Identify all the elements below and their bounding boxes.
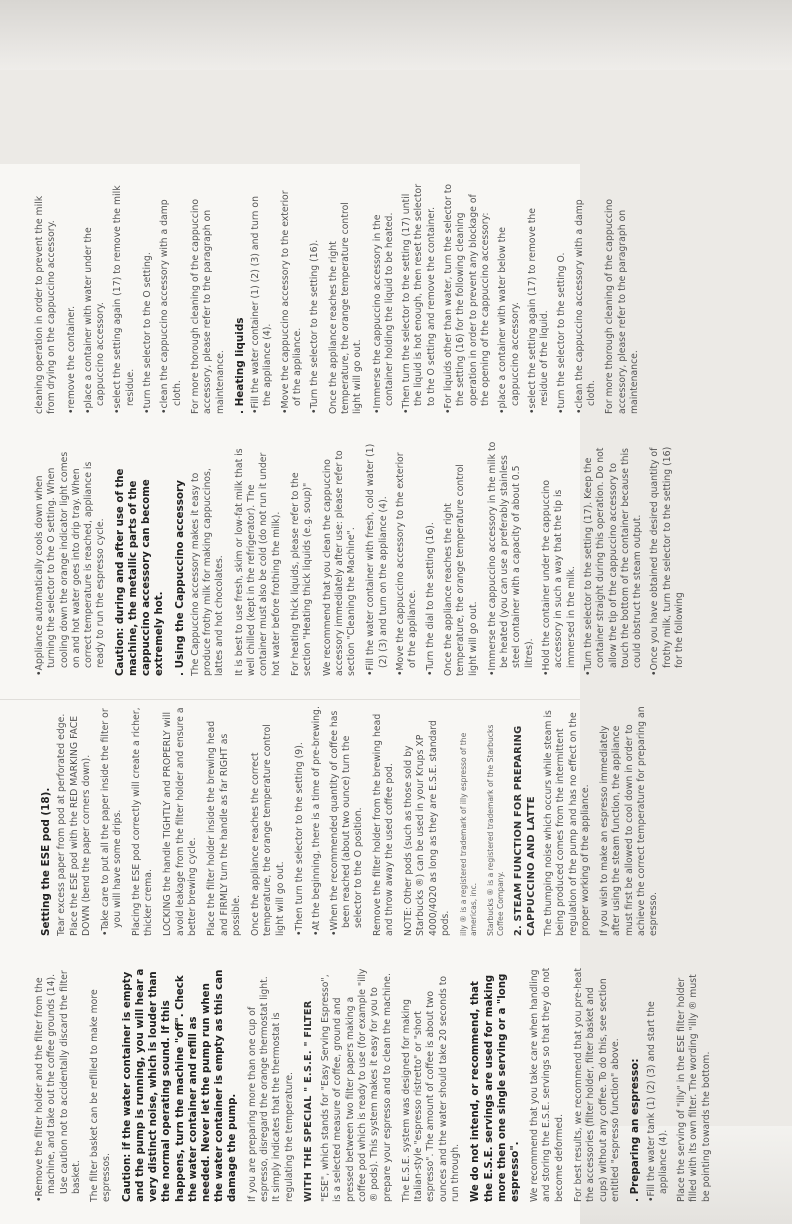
section-heading: . Heating liquids [233, 317, 246, 414]
paragraph: Tear excess paper from pod at perforated edge. Place the ESE pod with the RED MARKING FACE DOWN (bend the paper corners down). [56, 713, 92, 936]
list-item: • Turn the dial to the setting (16). [425, 441, 437, 676]
list-item: • clean the cappuccino accessory with a damp cloth. [574, 179, 599, 414]
paragraph: If you wish to make an espresso immediately after using the steam function, the appliance must first be allowed to cool down in order to achieve the correct temperature for preparing an espresso. [599, 706, 660, 936]
list-item: • Appliance automatically cools down when turning the selector to the O setting. When cooling down the orange indicator light comes on and hot water goes into drip tray. When correct temperature is reached, appliance is ready to run the espresso cycle. [34, 441, 108, 676]
paragraph: We recommend that you take care when handling and storing the E.S.E. servings so that they do not become deformed. [529, 967, 565, 1202]
text-column-4 [34, 179, 640, 414]
list-item: • When the recommended quantity of coffee has been reached (about two ounce) turn the selector to the O position. [329, 701, 366, 936]
paragraph: The filter basket can be refilled to make more espressos. [89, 989, 113, 1202]
bullet-list [66, 179, 184, 414]
list-item: • Fill the water tank (1) (2) (3) and start the appliance (4). [646, 967, 671, 1202]
paragraph: For more thorough cleaning of the cappuccino accessory, please refer to the paragraph on maintenance. [189, 198, 226, 414]
list-item: • Turn the selector to the setting (16). [309, 179, 321, 414]
bullet-list [646, 967, 671, 1202]
list-item: • Take care to put all the paper inside the filter or you will have some drips. [100, 701, 125, 936]
text-column-3 [34, 441, 685, 676]
list-item: • Move the cappuccino accessory to the exterior of the appliance. [280, 179, 305, 414]
bullet-list [100, 701, 125, 936]
caution-paragraph: Caution: if the water container is empty and the pump is running, you will hear a very distinct noise, which is louder than the normal operating sound. If this happens, turn the machine "off". Check the water container and refill as needed. Never let the pump run when the water container is empty as this can damage the pump. [121, 968, 239, 1202]
text-column-1 [34, 967, 712, 1202]
bullet-list [250, 179, 321, 414]
list-item: • Once you have obtained the desired quantity of frothy milk, turn the selector to the setting (16) for the following [649, 441, 686, 676]
list-item: • Hold the container under the cappuccino accessory in such a way that the tip is immersed in the milk. [541, 441, 578, 676]
bullet-list [487, 441, 686, 676]
scan-top-shadow [0, 0, 792, 70]
list-item: • place a container with water below the cappuccino accessory. [497, 179, 522, 414]
list-item: • Move the cappuccino accessory to the exterior of the appliance. [395, 441, 420, 676]
section-heading: . Using the Cappuccino accessory [173, 480, 186, 676]
paragraph: We recommend that you clean the cappuccino accessory immediately after use: please refer to section "Cleaning the Machine". [321, 450, 358, 676]
paragraph: Remove the filter holder from the brewing head and throw away the used coffee pod. [371, 713, 395, 936]
paragraph: Placing the ESE pod correctly will create a richer, thicker crema. [130, 707, 155, 936]
bullet-list [34, 441, 108, 676]
list-item: • Immerse the cappuccino accessory in the container holding the liquid to be heated. [372, 179, 397, 414]
list-item: • turn the selector to the O setting. [142, 179, 154, 414]
paragraph: Once the appliance reaches the correct temperature, the orange temperature control light will go out. [250, 724, 286, 936]
list-item: • Turn the selector to the setting (17). Keep the container straight during this operation. Do not allow the tip of the cappuccino accessory to touch the bottom of the container because this could obstruct the steam output. [583, 441, 644, 676]
list-item: • Fill the water container (1) (2) (3) and turn on the appliance (4). [250, 179, 275, 414]
paragraph: "ESE", which stands for "Easy Serving Espresso", is a selected measure of coffee, ground and pressed between two filter papers making a coffee pod which is ready to use (for example "illy ® pods). This system makes it easy for you to prepare your espresso and to clean the machine. [320, 968, 393, 1202]
paragraph: For heating thick liquids, please refer to the section "Heating thick liquids (e.g. soup)" [289, 472, 314, 676]
list-item: • At the beginning, there is a time of pre-brewing. [311, 701, 323, 936]
section-heading: Setting the ESE pod (18). [40, 787, 52, 936]
paragraph: Place the filter holder inside the brewing head and FIRMLY turn the handle as far RIGHT as possible. [206, 720, 242, 936]
trademark-note: Starbucks ® is a registered trademark of the Starbucks Coffee Company. [486, 724, 506, 936]
list-item: • Fill the water container with fresh, cold water (1) (2) (3) and turn on the appliance (4). [365, 441, 390, 676]
paragraph: Once the appliance reaches the right temperature, the orange temperature control light will go out. [442, 464, 479, 676]
list-item: • place a container with water under the cappuccino accessory. [83, 179, 108, 414]
list-item: • remove the container. [66, 179, 78, 414]
paragraph: For more thorough cleaning of the cappuccino accessory, please refer to the paragraph on maintenance. [604, 198, 640, 414]
list-item: • Then turn the selector to the setting (17) until the liquid is hot enough, then reset the selector to the O setting and remove the container. [401, 179, 438, 414]
caution-paragraph: We do not intend, or recommend, that the E.S.E. servings are used for making more then one single serving or a "long espresso". [470, 973, 521, 1202]
paragraph: cleaning operation in order to prevent the milk from drying on the cappuccino accessory. [34, 195, 58, 414]
bullet-list [365, 441, 436, 676]
paragraph: LOCKING the handle TIGHTLY and PROPERLY will avoid leakage from the filter holder and ensure a better brewing cycle. [162, 707, 198, 936]
paragraph: The E.S.E. system was designed for making Italian-style "espresso ristretto" or "short espresso". The amount of coffee is about two ounces and the water should take 20 seconds to run through. [400, 975, 462, 1202]
bullet-list [372, 179, 599, 414]
section-heading: . Preparing an espresso: [629, 1058, 642, 1202]
paragraph: Once the appliance reaches the right temperature, the orange temperature control light will go out. [327, 202, 364, 414]
manual-page [0, 164, 712, 1224]
section-title: WITH THE SPECIAL " E.S.E. " FILTER [302, 1000, 314, 1202]
paragraph: Place the serving of "illy" in the ESE filter holder filled with its own filter. The wording "illy ® must be pointing towards the bottom. [676, 974, 712, 1202]
list-item: • Remove the filter holder and the filter from the machine, and take out the coffee grounds (14). Use caution not to accidentally discard the filter basket. [34, 967, 83, 1202]
list-item: • turn the selector to the setting O. [556, 179, 568, 414]
list-item: • Immerse the cappuccino accessory in the milk to be heated (you can use a preferably stainless steel container with a capacity of about 0.5 litres). [487, 441, 536, 676]
list-item: • For liquids other than water, turn the selector to the setting (16) for the following cleaning operation in order to prevent any blockage of the opening of the cappuccino accessory: [443, 179, 492, 414]
bullet-list [294, 701, 365, 936]
list-item: • clean the cappuccino accessory with a damp cloth. [159, 179, 184, 414]
page-fold [0, 699, 580, 700]
paragraph: The Cappuccino accessory makes it easy to produce frothy milk for making cappuccinos, lattes and hot chocolates. [189, 468, 226, 676]
list-item: • select the setting again (17) to remove the residue of the liquid. [527, 179, 552, 414]
paragraph: The thumping noise which occurs while steam is being produced comes from the intermittent regulation of the pump and has no effect on the proper working of the appliance. [542, 710, 591, 936]
list-item: • Then turn the selector to the setting (9). [294, 701, 306, 936]
caution-paragraph: Caution: during and after use of the machine, the metallic parts of the cappuccino accessory can become extremely hot. [114, 468, 166, 676]
paragraph: It is best to use fresh, skim or low-fat milk that is well chilled (kept in the refrigerator). The container must also be cold (do not run it under hot water before frothing the milk). [233, 448, 282, 676]
section-title: 2. STEAM FUNCTION FOR PREPARING CAPPUCCINO AND LATTE [513, 725, 537, 936]
paragraph: For best results, we recommend that you pre-heat the accessories (filter holder, filter basket and cups) without any coffee. To do this, see section entitled "espresso function" above. [573, 967, 621, 1202]
bullet-list [34, 967, 83, 1202]
trademark-note: illy ® is a registered trademark of illy espresso of the americas, inc. [459, 732, 479, 936]
list-item: • select the setting again (17) to remove the milk residue. [112, 179, 137, 414]
paragraph: NOTE: Other pods (such as those sold by Starbucks ®) can be used in your Krups XP 4000/4020 as long as they are E.S.E. standard pods. [403, 720, 452, 936]
paragraph: If you are preparing more than one cup of espresso, disregard the orange thermostat light. It simply indicates that the thermostat is regulating the temperature. [246, 976, 295, 1202]
text-column-2 [34, 701, 660, 936]
